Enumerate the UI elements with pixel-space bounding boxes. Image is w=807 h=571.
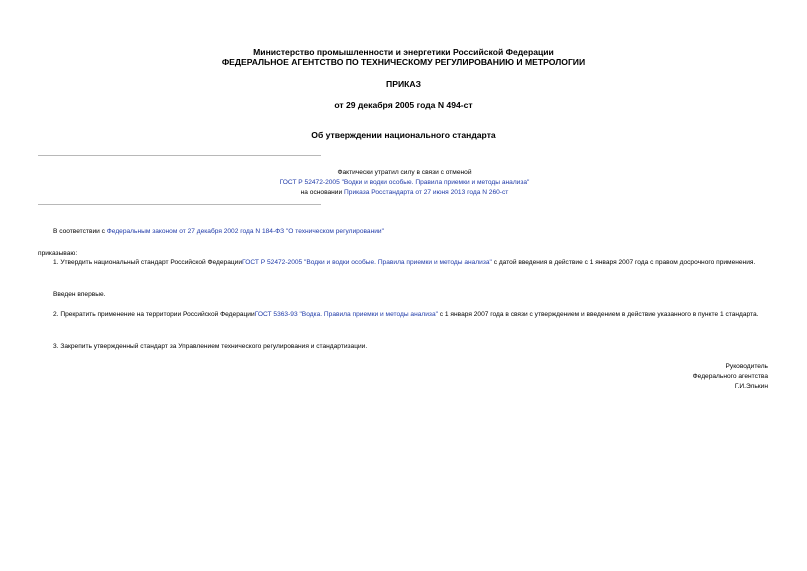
signature-title-1: Руководитель xyxy=(725,363,768,370)
doc-type: ПРИКАЗ xyxy=(386,79,421,89)
preamble-prefix: В соответствии с xyxy=(53,228,105,235)
status-line-2 xyxy=(38,178,771,188)
item-2 xyxy=(38,310,768,320)
doc-subject: Об утверждении национального стандарта xyxy=(311,130,496,140)
item-3: 3. Закрепить утвержденный стандарт за Управлением технического регулирования и стандартизации. xyxy=(53,343,368,350)
item-2-suffix: с 1 января 2007 года в связи с утверждением и введением в действие указанного в пункте 1 стандарта. xyxy=(437,311,759,318)
item-2-prefix: 2. Прекратить применение на территории Российской Федерации xyxy=(53,311,255,318)
status-top-divider xyxy=(38,155,321,156)
item-2-gost-link[interactable]: ГОСТ 5363-93 "Водка. Правила приемки и методы анализа" xyxy=(254,311,438,318)
status-line-3 xyxy=(38,188,771,198)
orders-text: приказываю: xyxy=(38,250,78,257)
item-1 xyxy=(38,258,768,268)
ministry-title: Министерство промышленности и энергетики Российской Федерации xyxy=(253,47,554,57)
agency-title: ФЕДЕРАЛЬНОЕ АГЕНТСТВО ПО ТЕХНИЧЕСКОМУ РЕГУЛИРОВАНИЮ И МЕТРОЛОГИИ xyxy=(221,57,586,67)
status-bottom-divider xyxy=(38,204,321,205)
item-1-prefix: 1. Утвердить национальный стандарт Российской Федерации xyxy=(53,259,243,266)
status-line-1: Фактически утратил силу в связи с отменой xyxy=(337,169,472,176)
signature-name: Г.И.Элькин xyxy=(734,383,768,390)
signature-title-2: Федерального агентства xyxy=(692,373,768,380)
doc-date-number: от 29 декабря 2005 года N 494-ст xyxy=(334,100,473,110)
item-1-gost-link[interactable]: ГОСТ Р 52472-2005 "Водки и водки особые. Правила приемки и методы анализа" xyxy=(242,259,492,266)
status-gost-link[interactable]: ГОСТ Р 52472-2005 "Водки и водки особые. Правила приемки и методы анализа" xyxy=(279,179,530,186)
preamble xyxy=(53,227,771,237)
federal-law-link[interactable]: Федеральным законом от 27 декабря 2002 года N 184-ФЗ "О техническом регулировании" xyxy=(106,228,384,235)
status-basis-prefix: на основании xyxy=(300,189,343,196)
status-order-link[interactable]: Приказа Росстандарта от 27 июня 2013 года N 260-ст xyxy=(344,189,509,196)
item-1-suffix: с датой введения в действие с 1 января 2007 года с правом досрочного применения. xyxy=(491,259,756,266)
first-time-note: Введен впервые. xyxy=(53,291,106,298)
